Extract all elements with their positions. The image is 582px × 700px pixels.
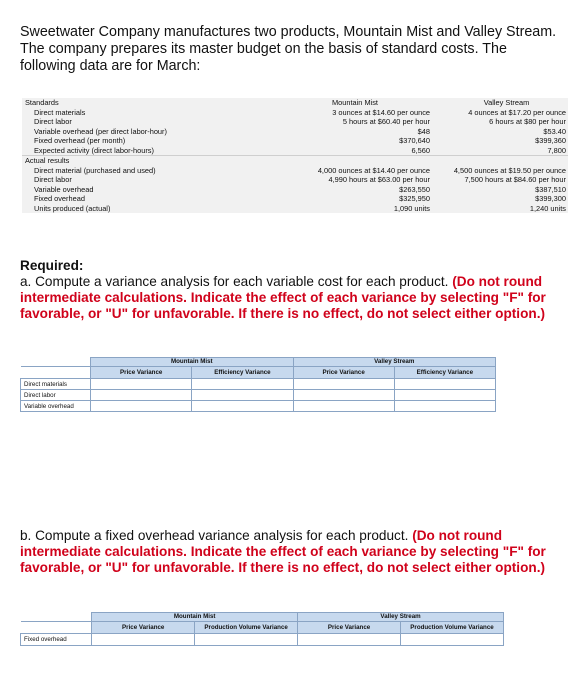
answer-input[interactable] (195, 634, 298, 646)
answer-input[interactable] (91, 401, 192, 412)
variable-cost-variance-table (20, 357, 496, 412)
vs-value: 4 ounces at $17.20 per ounce (468, 107, 566, 117)
part-a-instructions: (Do not round intermediate calculations. Indicate the effect of each variance by selecting "F" for favorable, or "U" for unfavorable. If there is no effect, do not select either option.) (20, 274, 546, 321)
required-heading: Required: (20, 258, 84, 273)
mm-value: $325,950 (399, 194, 430, 203)
col-price-variance: Price Variance (91, 367, 192, 379)
row-fixed-overhead: Fixed overhead (21, 634, 92, 646)
row-label: Direct material (purchased and used) (34, 165, 156, 175)
answer-input[interactable] (91, 390, 192, 401)
answer-input[interactable] (394, 401, 495, 412)
group-mountain-mist: Mountain Mist (92, 613, 298, 622)
row-variable-overhead: Variable overhead (21, 401, 91, 412)
standards-label: Standards (25, 98, 59, 107)
part-a-text: a. Compute a variance analysis for each variable cost for each product. (20, 274, 449, 289)
required-section-b (20, 528, 565, 576)
problem-intro: Sweetwater Company manufactures two products, Mountain Mist and Valley Stream. The company prepares its master budget on the basis of standard costs. The following data are for March: (20, 24, 557, 74)
col-header-mountain-mist: Mountain Mist (331, 98, 378, 107)
row-direct-materials: Direct materials (21, 379, 91, 390)
answer-input[interactable] (192, 379, 293, 390)
vs-value: 4,500 ounces at $19.50 per ounce (453, 165, 566, 175)
col-efficiency-variance: Efficiency Variance (394, 367, 495, 379)
mm-value: 4,990 hours at $63.00 per hour (328, 175, 430, 184)
row-direct-labor: Direct labor (21, 390, 91, 401)
mm-value: 4,000 ounces at $14.40 per ounce (317, 165, 430, 175)
group-valley-stream: Valley Stream (298, 613, 504, 622)
col-price-variance: Price Variance (293, 367, 394, 379)
row-label: Direct materials (34, 107, 86, 117)
col-efficiency-variance: Efficiency Variance (192, 367, 293, 379)
vs-value: $53.40 (543, 126, 566, 136)
answer-input[interactable] (401, 634, 504, 646)
answer-input[interactable] (394, 379, 495, 390)
mm-value: $370,640 (399, 136, 430, 145)
row-label: Fixed overhead (34, 194, 85, 203)
vs-value: 6 hours at $80 per hour (489, 117, 566, 126)
group-mountain-mist: Mountain Mist (91, 358, 293, 367)
col-price-variance: Price Variance (92, 622, 195, 634)
mm-value: $263,550 (399, 184, 430, 194)
mm-value: $48 (417, 126, 430, 136)
answer-input[interactable] (91, 379, 192, 390)
row-label: Fixed overhead (per month) (34, 136, 126, 145)
row-label: Variable overhead (34, 184, 94, 194)
answer-input[interactable] (192, 401, 293, 412)
standards-data-table (22, 98, 568, 213)
vs-value: $399,360 (535, 136, 566, 145)
answer-input[interactable] (298, 634, 401, 646)
vs-value: 7,500 hours at $84.60 per hour (464, 175, 566, 184)
vs-value: $399,300 (535, 194, 566, 203)
group-valley-stream: Valley Stream (293, 358, 495, 367)
col-price-variance: Price Variance (298, 622, 401, 634)
part-b-instructions: (Do not round intermediate calculations. Indicate the effect of each variance by selecting "F" for favorable, or "U" for unfavorable. If there is no effect, do not select either option.) (20, 528, 546, 575)
part-b-text: b. Compute a fixed overhead variance analysis for each product. (20, 528, 409, 543)
answer-input[interactable] (394, 390, 495, 401)
vs-value: 1,240 units (529, 203, 566, 213)
row-label: Units produced (actual) (34, 203, 111, 213)
mm-value: 3 ounces at $14.60 per ounce (332, 107, 430, 117)
vs-value: $387,510 (535, 184, 566, 194)
answer-input[interactable] (293, 401, 394, 412)
vs-value: 7,800 (547, 145, 566, 155)
answer-input[interactable] (293, 379, 394, 390)
row-label: Direct labor (34, 175, 72, 184)
mm-value: 1,090 units (393, 203, 430, 213)
required-section-a (20, 258, 565, 322)
actual-results-label: Actual results (22, 156, 277, 166)
answer-input[interactable] (192, 390, 293, 401)
row-label: Variable overhead (per direct labor-hour) (34, 126, 167, 136)
col-production-volume-variance: Production Volume Variance (195, 622, 298, 634)
col-production-volume-variance: Production Volume Variance (401, 622, 504, 634)
answer-input[interactable] (92, 634, 195, 646)
fixed-overhead-variance-table (20, 612, 504, 646)
col-header-valley-stream: Valley Stream (483, 98, 530, 107)
mm-value: 5 hours at $60.40 per hour (342, 117, 430, 126)
row-label: Direct labor (34, 117, 72, 126)
answer-input[interactable] (293, 390, 394, 401)
mm-value: 6,560 (411, 145, 430, 155)
row-label: Expected activity (direct labor-hours) (34, 145, 154, 155)
